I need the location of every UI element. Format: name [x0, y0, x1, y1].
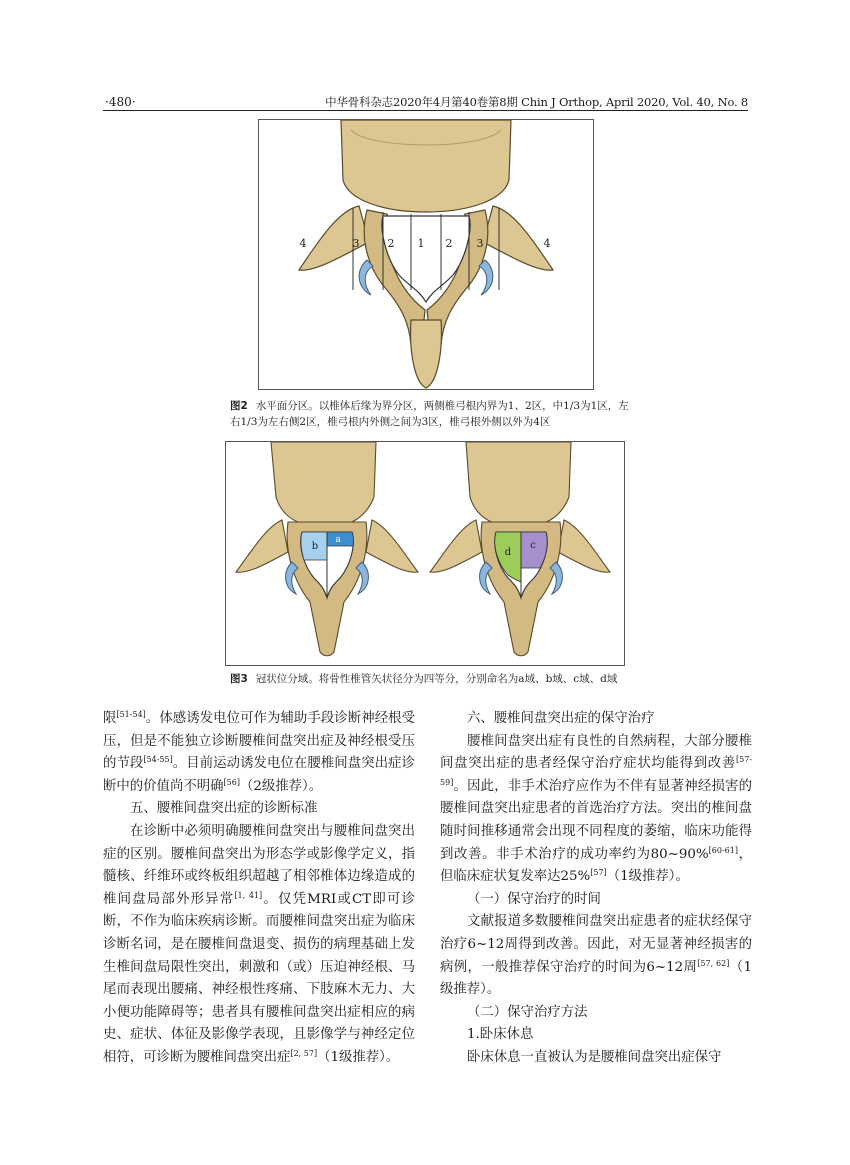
- left-vertebra: [236, 442, 418, 656]
- paragraph: 在诊断中必须明确腰椎间盘突出与腰椎间盘突出症的区别。腰椎间盘突出为形态学或影像学定义，指髓核、纤维环或终板组织超越了相邻椎体边缘造成的椎间盘局部外形异常[1, 41]。仅凭MRI或CT即可诊断，不作为临床疾病诊断。而腰椎间盘突出症为临床诊断名词，是在腰椎间盘退变、损伤的病理基础上发生椎间盘局限性突出，刺激和（或）压迫神经根、马尾而表现出腰痛、神经根性疼痛、下肢麻木无力、大小便功能障碍等；患者具有腰椎间盘突出症相应的病史、症状、体征及影像学表现，且影像学与神经定位相符，可诊断为腰椎间盘突出症[2, 57]（1级推荐）。: [103, 823, 416, 1065]
- zone-label: 2: [387, 237, 395, 250]
- vertebral-body: [341, 120, 511, 212]
- subsection-heading: （一）保守治疗的时间: [467, 891, 601, 907]
- spinous-process: [411, 320, 442, 388]
- left-column: [103, 708, 415, 1070]
- caption-text: 水平面分区。以椎体后缘为界分区，两侧椎弓根内界为1、2区，中1/3为1区，左右1/3为左右侧2区，椎弓根内外侧之间为3区，椎弓根外侧以外为4区: [230, 400, 629, 428]
- paragraph: 腰椎间盘突出症有良性的自然病程，大部分腰椎间盘突出症的患者经保守治疗症状均能得到改善[57-59]。因此，非手术治疗应作为不伴有显著神经损害的腰椎间盘突出症患者的首选治疗方法。突出的椎间盘随时间推移通常会出现不同程度的萎缩，临床功能得到改善。非手术治疗的成功率约为80~90%[60-61]，但临床症状复发率达25%[57]（1级推荐）。: [440, 733, 752, 885]
- section-heading: 六、腰椎间盘突出症的保守治疗: [467, 711, 655, 726]
- right-column: [440, 708, 752, 1070]
- zone-label-b: b: [311, 541, 319, 552]
- right-transverse-process: [483, 206, 553, 270]
- paragraph: 卧床休息一直被认为是腰椎间盘突出症保守: [467, 1049, 722, 1065]
- paragraph: 文献报道多数腰椎间盘突出症患者的症状经保守治疗6~12周得到改善。因此，对无显著神经损害的病例，一般推荐保守治疗的时间为6~12周[57, 62]（1级推荐）。: [440, 914, 752, 998]
- figure-2-vertebra-axial-zones: [258, 119, 594, 390]
- citation: [1, 41]: [234, 890, 263, 900]
- section-heading: 五、腰椎间盘突出症的诊断标准: [130, 801, 318, 817]
- subsection-heading: （二）保守治疗方法: [467, 1004, 588, 1020]
- citation: [57]: [590, 868, 607, 878]
- citation: [57, 62]: [697, 958, 730, 968]
- zone-label-c: c: [530, 540, 536, 551]
- citation: [51-54]: [116, 710, 146, 719]
- citation: [2, 57]: [290, 1048, 318, 1058]
- caption-label: 图3: [230, 673, 248, 685]
- figure-2-caption: [230, 398, 630, 430]
- right-vertebra: [430, 442, 610, 656]
- zone-label: 1: [417, 237, 425, 250]
- zone-label-a: a: [335, 535, 341, 545]
- zone-label: 3: [352, 237, 360, 250]
- subsection-heading: 1.卧床休息: [467, 1027, 534, 1043]
- citation: [57-59]: [440, 755, 752, 787]
- zone-label-d: d: [504, 547, 512, 558]
- header-rule: [103, 110, 748, 111]
- zone-label: 3: [476, 237, 484, 250]
- figure-3-coronal-zones: [225, 441, 625, 666]
- vertebra-illustration: [259, 120, 593, 389]
- citation: [56]: [223, 777, 240, 787]
- paragraph: 限[51-54]。体感诱发电位可作为辅助手段诊断神经根受压，但是不能独立诊断腰椎间盘突出症及神经根受压的节段[54-55]。目前运动诱发电位在腰椎间盘突出症诊断中的价值尚不明确[56]（2级推荐）。: [103, 710, 416, 794]
- citation: [60-61]: [708, 845, 738, 855]
- vertebra-pair-illustration: [226, 442, 624, 665]
- citation: [54-55]: [143, 755, 173, 765]
- caption-text: 冠状位分域。将骨性椎管矢状径分为四等分，分别命名为a域、b域、c域、d域: [255, 673, 618, 685]
- caption-label: 图2: [230, 400, 248, 412]
- zone-label: 2: [445, 237, 453, 250]
- right-facet-joint: [479, 260, 493, 295]
- zone-label: 4: [299, 237, 307, 250]
- figure-3-caption: [230, 671, 650, 687]
- zone-label: 4: [543, 237, 551, 250]
- journal-header: 中华骨科杂志2020年4月第40卷第8期 Chin J Orthop, April 2020, Vol. 40, No. 8: [325, 95, 748, 109]
- left-facet-joint: [359, 260, 373, 295]
- page-number: ·480·: [105, 95, 136, 109]
